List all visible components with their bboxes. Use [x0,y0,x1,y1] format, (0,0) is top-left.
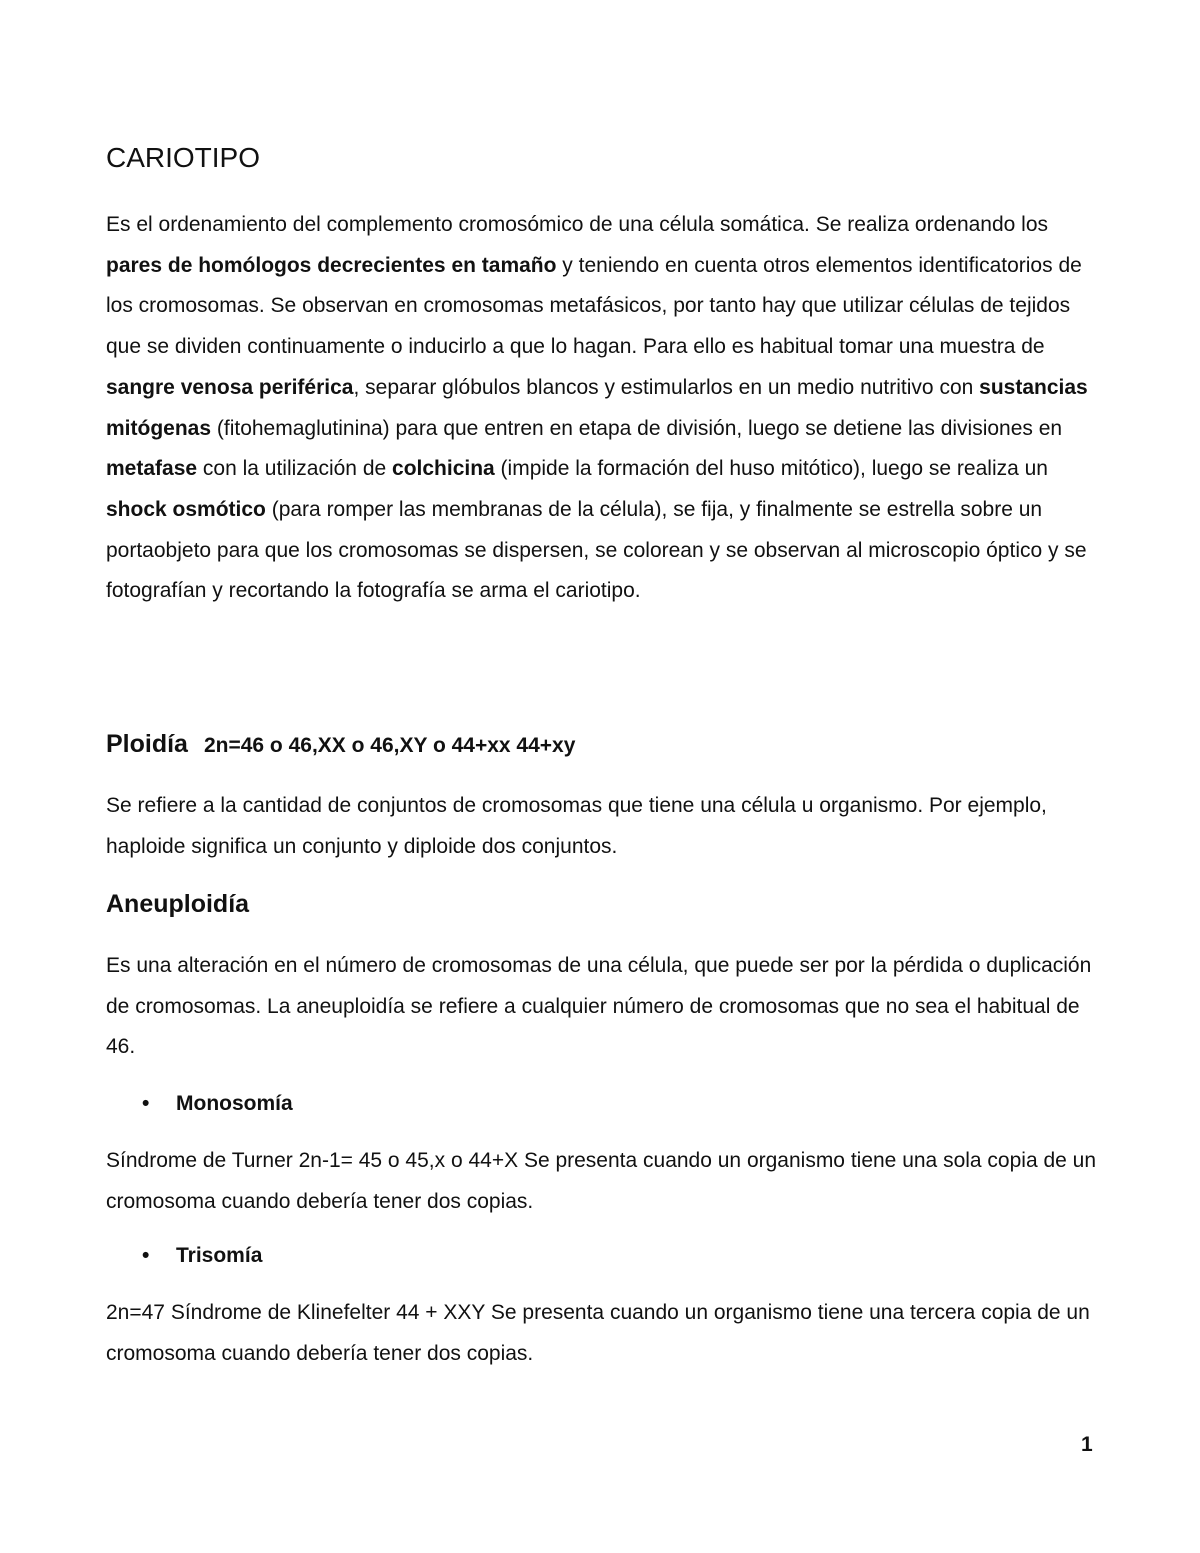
intro-bold-5: colchicina [392,457,495,481]
monosomia-list-item [142,1092,293,1116]
ploidia-formula: 2n=46 o 46,XX o 46,XY o 44+xx 44+xy [203,734,576,757]
intro-bold-6: shock osmótico [106,497,266,521]
intro-text-7: (para romper las membranas de la célula), se fija, y finalmente se estrella sobre un portaobjeto para que los cromosomas se dispersen, se colorean y se observan al microscopio óptico y se fotografían y recortando la fotografía se arma el cariotipo. [106,497,1087,603]
trisomia-label: Trisomía [176,1244,263,1267]
aneuploidia-paragraph: Es una alteración en el número de cromosomas de una célula, que puede ser por la pérdida o duplicación de cromosomas. La aneuploidía se refiere a cualquier número de cromosomas que no sea el habitual de 46. [106,954,1092,1059]
intro-text-2: y teniendo en cuenta otros elementos identificatorios de los cromosomas. Se observan en cromosomas metafásicos, por tanto hay que utilizar células de tejidos que se dividen continuamente o inducirlo a que lo hagan. Para ello es habitual tomar una muestra de [106,253,1082,359]
page-number: 1 [1081,1433,1093,1456]
bullet-icon: • [142,1244,150,1267]
ploidia-heading-label: Ploidía [106,730,188,758]
monosomia-label: Monosomía [176,1092,293,1115]
intro-bold-3: sustancias mitógenas [106,375,1088,440]
monosomia-paragraph: Síndrome de Turner 2n-1= 45 o 45,x o 44+X Se presenta cuando un organismo tiene una sola copia de un cromosoma cuando debería tener dos copias. [106,1149,1097,1213]
intro-text-3: , separar glóbulos blancos y estimularlos en un medio nutritivo con [353,375,980,399]
ploidia-paragraph: Se refiere a la cantidad de conjuntos de cromosomas que tiene una célula u organismo. Por ejemplo, haploide significa un conjunto y diploide dos conjuntos. [106,794,1047,858]
intro-bold-4: metafase [106,457,198,481]
bullet-icon: • [142,1092,150,1115]
intro-text-5: con la utilización de [197,457,393,481]
trisomia-list-item [142,1244,262,1268]
intro-bold-1: pares de homólogos decrecientes en tamaño [106,253,557,277]
intro-bold-2: sangre venosa periférica [106,375,354,399]
intro-text-4: (fitohemaglutinina) para que entren en etapa de división, luego se detiene las divisiones en [211,416,1063,440]
ploidia-heading [106,730,575,759]
intro-paragraph [106,205,1101,612]
intro-text-6: (impide la formación del huso mitótico), luego se realiza un [494,457,1048,481]
aneuploidia-heading: Aneuploidía [106,890,250,918]
intro-text-1: Es el ordenamiento del complemento cromosómico de una célula somática. Se realiza ordenando los [106,213,1049,236]
trisomia-paragraph: 2n=47 Síndrome de Klinefelter 44 + XXY Se presenta cuando un organismo tiene una tercera copia de un cromosoma cuando debería tener dos copias. [106,1301,1090,1365]
document-title: CARIOTIPO [106,142,261,173]
